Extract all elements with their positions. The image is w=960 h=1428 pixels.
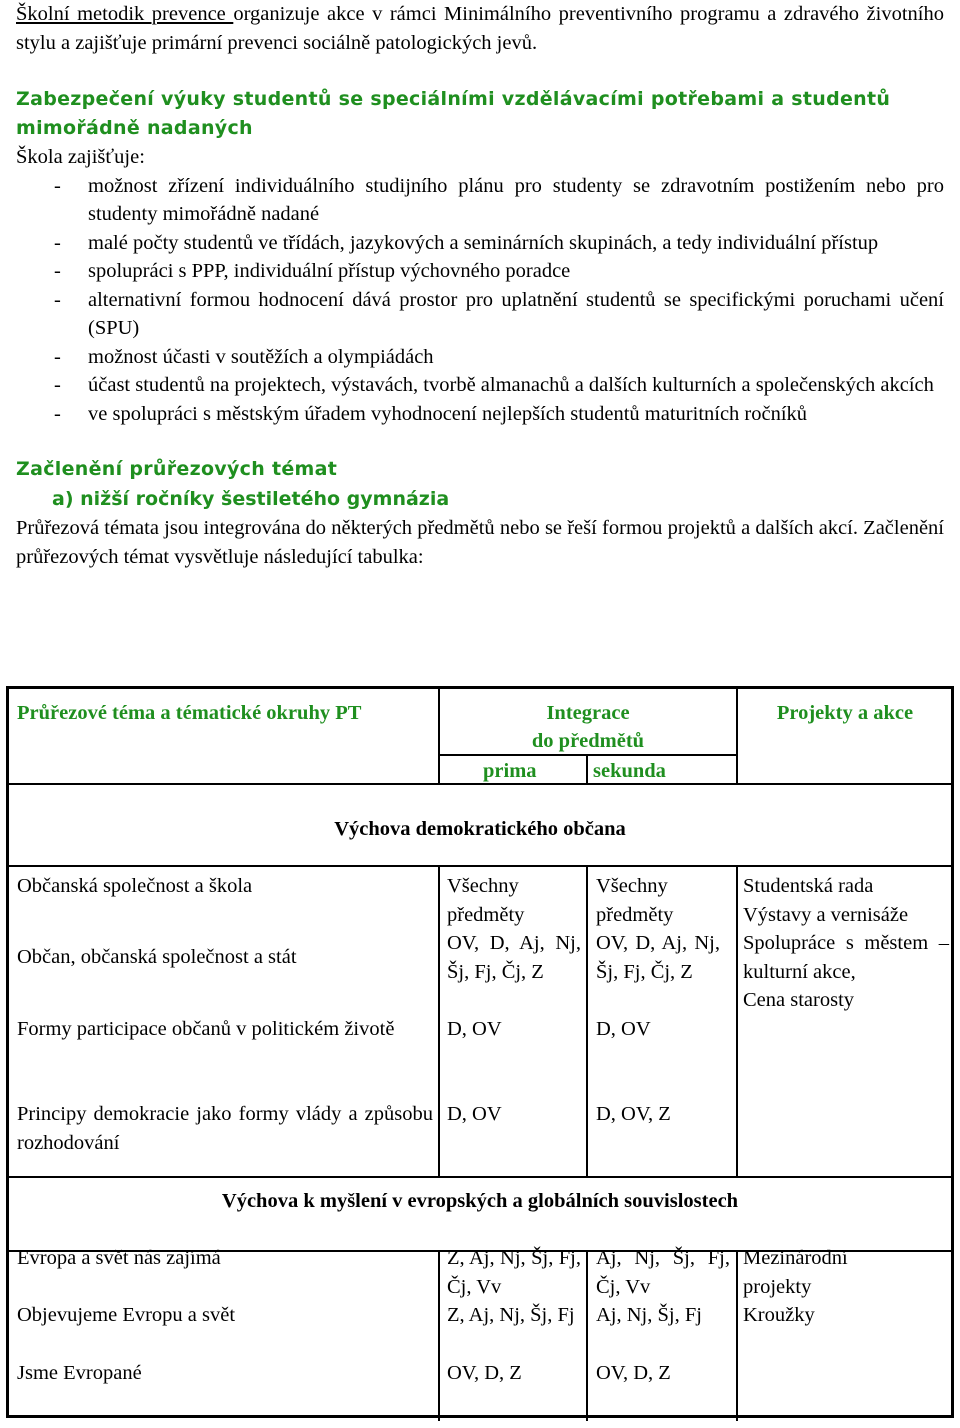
header-topic: Průřezové téma a tématické okruhy PT xyxy=(17,702,362,724)
g2-sekunda-3: OV, D, Z xyxy=(596,1362,671,1384)
g1-topic-3: Formy participace občanů v politickém životě xyxy=(17,1018,395,1040)
g1-sekunda-2: OV, D, Aj, Nj, Šj, Fj, Čj, Z xyxy=(596,932,720,983)
list-item: - možnost zřízení individuálního studijního plánu pro studenty se zdravotním postižením nebo pro studenty mimořádně nadané xyxy=(54,174,944,225)
header-sekunda: sekunda xyxy=(593,760,666,782)
g2-topic-3: Jsme Evropané xyxy=(17,1362,142,1384)
g1-prima-1: Všechny předměty xyxy=(447,875,525,926)
g2-prima-1: Z, Aj, Nj, Šj, Fj, Čj, Vv xyxy=(447,1247,581,1298)
document-page xyxy=(16,0,944,571)
g1-prima-4: D, OV xyxy=(447,1103,502,1125)
header-projects: Projekty a akce xyxy=(776,702,914,724)
header-integrace: Integrace xyxy=(546,702,630,724)
g1-projects xyxy=(743,872,949,1015)
header-prima: prima xyxy=(483,760,537,782)
list-item: - účast studentů na projektech, výstavách, tvorbě almanachů a dalších kulturních a společenských akcích xyxy=(54,374,934,396)
g2-sekunda-2: Aj, Nj, Šj, Fj xyxy=(596,1304,702,1326)
section1-heading: Zabezpečení výuky studentů se speciálními vzdělávacími potřebami a studentů mimořádně nadaných xyxy=(16,88,891,139)
group2-title: Výchova k myšlení v evropských a globálních souvislostech xyxy=(221,1190,739,1212)
g2-topic-1: Evropa a svět nás zajímá xyxy=(17,1247,221,1269)
g2-prima-2: Z, Aj, Nj, Šj, Fj xyxy=(447,1304,575,1326)
g1-topic-2: Občan, občanská společnost a stát xyxy=(17,946,297,968)
list-item: - spolupráci s PPP, individuální přístup výchovného poradce xyxy=(54,260,571,282)
list-item: - ve spolupráci s městským úřadem vyhodnocení nejlepších studentů maturitních ročníků xyxy=(54,402,808,425)
g1-topic-1: Občanská společnost a škola xyxy=(17,875,253,897)
list-item: - alternativní formou hodnocení dává prostor pro uplatnění studentů se specifickými poruchami učení (SPU) xyxy=(54,288,944,339)
list-item: - malé počty studentů ve třídách, jazykových a seminárních skupinách, a tedy individuální přístup xyxy=(54,231,879,254)
g2-projects xyxy=(743,1244,903,1330)
cross-curricular-table xyxy=(6,686,954,1418)
g2-sekunda-1: Aj, Nj, Šj, Fj, Čj, Vv xyxy=(596,1247,730,1298)
g1-sekunda-1: Všechny předměty xyxy=(596,875,674,926)
intro-paragraph xyxy=(16,0,944,57)
g1-prima-2: OV, D, Aj, Nj, Šj, Fj, Čj, Z xyxy=(447,932,581,983)
g2-project-2: Kroužky xyxy=(743,1304,815,1326)
g1-prima-3: D, OV xyxy=(447,1018,502,1040)
section1-list xyxy=(16,172,944,429)
g1-project-4: Cena starosty xyxy=(743,989,855,1011)
section1-lead: Škola zajišťuje: xyxy=(16,146,145,168)
g1-project-2: Výstavy a vernisáže xyxy=(743,903,909,926)
section2-text: Průřezová témata jsou integrována do některých předmětů nebo se řeší formou projektů a dalších akcí. Začlenění průřezových témat vysvětluje následující tabulka: xyxy=(16,517,944,568)
g2-project-1: Mezinárodní projekty xyxy=(743,1247,848,1298)
g1-sekunda-3: D, OV xyxy=(596,1018,651,1040)
group1-title: Výchova demokratického občana xyxy=(334,818,626,840)
g2-topic-2: Objevujeme Evropu a svět xyxy=(17,1304,236,1326)
g1-sekunda-4: D, OV, Z xyxy=(596,1103,671,1125)
intro-underlined: Školní metodik prevence xyxy=(16,3,234,25)
section2-subheading: a) nižší ročníky šestiletého gymnázia xyxy=(52,488,450,510)
header-integrace-2: do předmětů xyxy=(531,730,645,752)
section2-heading: Začlenění průřezových témat xyxy=(16,458,338,480)
g1-project-3: Spolupráce s městem – kulturní akce, xyxy=(743,932,949,983)
g2-prima-3: OV, D, Z xyxy=(447,1362,522,1384)
list-item: - možnost účasti v soutěžích a olympiádách xyxy=(54,345,434,368)
intro-text: organizuje akce v rámci Minimálního preventivního programu a zdravého životního stylu a zajišťuje primární prevenci sociálně patologických jevů. xyxy=(16,3,944,54)
g1-project-1: Studentská rada xyxy=(743,875,874,897)
g1-topic-4: Principy demokracie jako formy vlády a způsobu rozhodování xyxy=(17,1103,433,1154)
